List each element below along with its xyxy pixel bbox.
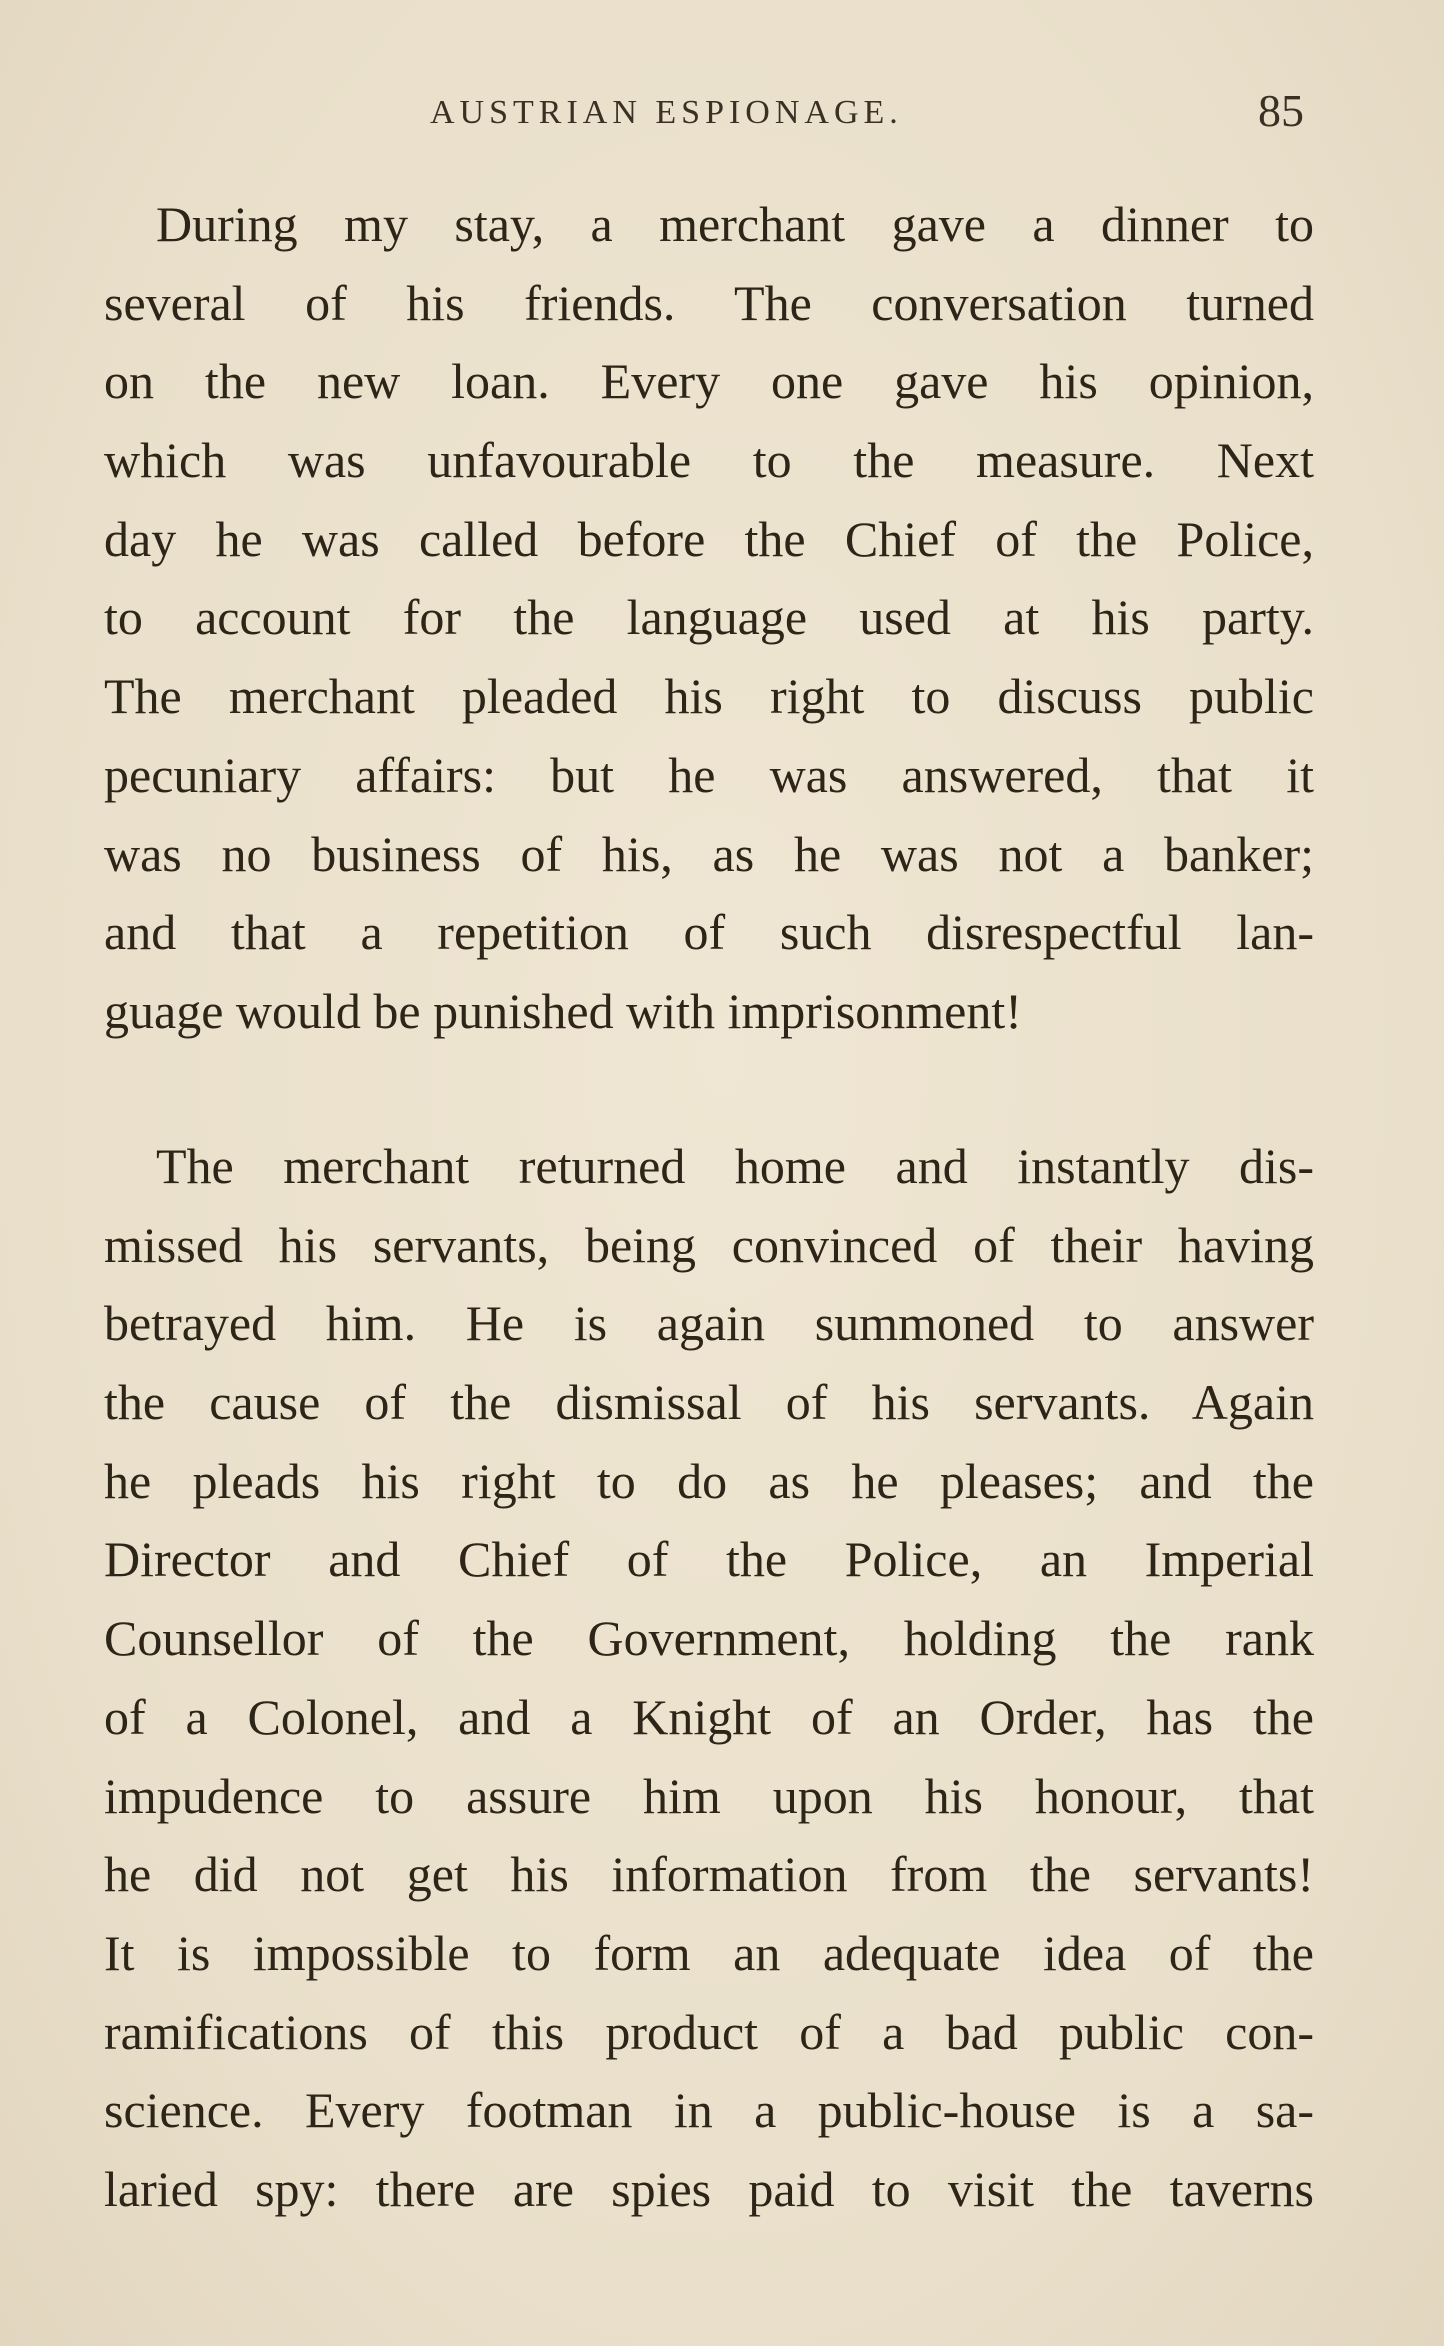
text-line: he did not get his information from the servants! bbox=[104, 1846, 1314, 1903]
text-line: on the new loan. Every one gave his opinion, bbox=[104, 353, 1314, 410]
text-line: It is impossible to form an adequate idea of the bbox=[104, 1924, 1314, 1981]
running-title: AUSTRIAN ESPIONAGE. bbox=[430, 94, 903, 131]
text-line: he pleads his right to do as he pleases; and the bbox=[104, 1452, 1314, 1509]
text-line: missed his servants, being convinced of their having bbox=[104, 1216, 1314, 1273]
text-line: several of his friends. The conversation turned bbox=[104, 274, 1314, 331]
text-line: which was unfavourable to the measure. Next bbox=[104, 432, 1314, 489]
text-line: was no business of his, as he was not a banker; bbox=[104, 825, 1314, 882]
running-head bbox=[0, 84, 1444, 144]
text-line: Counsellor of the Government, holding the rank bbox=[104, 1610, 1314, 1667]
text-line: The merchant returned home and instantly dis- bbox=[156, 1138, 1314, 1194]
text-line: During my stay, a merchant gave a dinner to bbox=[156, 196, 1314, 252]
text-line: science. Every footman in a public-house is a sa- bbox=[104, 2082, 1314, 2139]
text-line: Director and Chief of the Police, an Imperial bbox=[104, 1531, 1314, 1588]
text-line: laried spy: there are spies paid to visit the taverns bbox=[104, 2160, 1314, 2217]
text-line: impudence to assure him upon his honour, that bbox=[104, 1767, 1314, 1824]
paragraph-2 bbox=[104, 1127, 1314, 2229]
text-line: of a Colonel, and a Knight of an Order, has the bbox=[104, 1688, 1314, 1745]
page-number: 85 bbox=[1258, 85, 1304, 136]
text-line: ramifications of this product of a bad public con- bbox=[104, 2003, 1314, 2060]
text-line: the cause of the dismissal of his servants. Again bbox=[104, 1374, 1314, 1431]
text-line: guage would be punished with imprisonment! bbox=[104, 982, 1022, 1039]
text-line: betrayed him. He is again summoned to answer bbox=[104, 1295, 1314, 1352]
text-line: The merchant pleaded his right to discuss public bbox=[104, 668, 1314, 725]
text-line: pecuniary affairs: but he was answered, that it bbox=[104, 746, 1314, 803]
paragraph-1 bbox=[104, 185, 1314, 1051]
text-line: to account for the language used at his party. bbox=[104, 589, 1314, 646]
text-line: and that a repetition of such disrespectful lan- bbox=[104, 904, 1314, 961]
text-line: day he was called before the Chief of the Police, bbox=[104, 510, 1314, 567]
